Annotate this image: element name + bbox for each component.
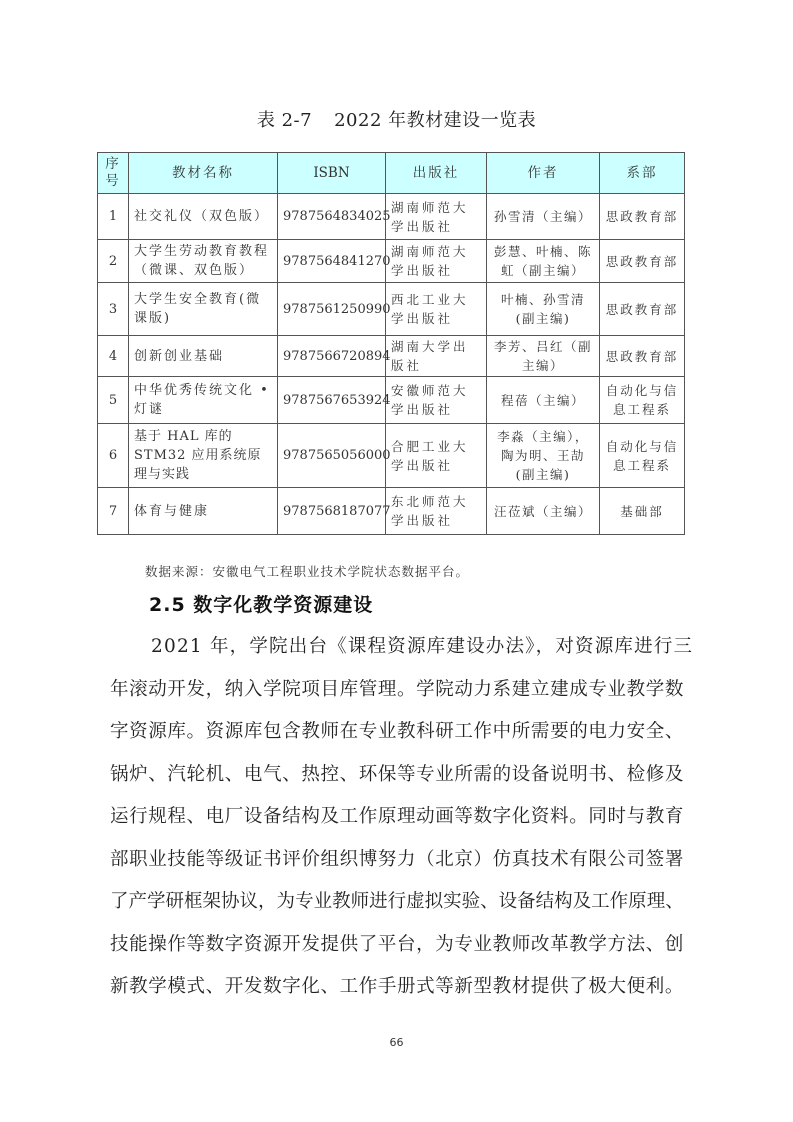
cell-publisher: 湖南大学出版社 (386, 336, 487, 377)
table-row (98, 283, 685, 336)
cell-department: 思政教育部 (600, 240, 685, 283)
table-caption-number: 表 2-7 (256, 110, 313, 131)
cell-seq: 4 (98, 336, 129, 377)
paragraph-line: 锅炉、汽轮机、电气、热控、环保等专业所需的设备说明书、检修及 (110, 763, 685, 785)
cell-department: 自动化与信息工程系 (600, 377, 685, 424)
table-row (98, 240, 685, 283)
paragraph-line: 了产学研框架协议，为专业教师进行虚拟实验、设备结构及工作原理、 (110, 891, 684, 912)
paragraph-line: 2021 年，学院出台《课程资源库建设办法》，对资源库进行三 (151, 636, 694, 657)
cell-name: 基于 HAL 库的 STM32 应用系统原理与实践 (129, 424, 278, 488)
table-header-row (98, 153, 685, 194)
cell-isbn: 9787564834025 (278, 194, 386, 240)
cell-department: 思政教育部 (600, 283, 685, 336)
textbook-table (97, 152, 685, 535)
cell-name: 体育与健康 (129, 488, 278, 535)
table-row (98, 194, 685, 240)
cell-seq: 1 (98, 194, 129, 240)
section-heading: 2.5 数字化教学资源建设 (149, 594, 374, 616)
cell-publisher: 西北工业大学出版社 (386, 283, 487, 336)
cell-author: 李淼（主编），陶为明、王劼(副主编) (487, 424, 600, 488)
table-row (98, 424, 685, 488)
paragraph-line: 新教学模式、开发数字化、工作手册式等新型教材提供了极大便利。 (110, 976, 685, 997)
table-caption (0, 106, 793, 132)
table-row (98, 377, 685, 424)
paragraph-line: 年滚动开发，纳入学院项目库管理。学院动力系建立建成专业教学数 (110, 678, 685, 700)
cell-isbn: 9787566720894 (278, 336, 386, 377)
cell-department: 基础部 (600, 488, 685, 535)
paragraph-line: 字资源库。资源库包含教师在专业教科研工作中所需要的电力安全、 (110, 721, 685, 742)
cell-department: 自动化与信息工程系 (600, 424, 685, 488)
header-publisher: 出版社 (386, 153, 487, 194)
table-caption-title: 2022 年教材建设一览表 (334, 110, 537, 131)
cell-author: 叶楠、孙雪清(副主编) (487, 283, 600, 336)
header-seq-line1: 序 (105, 156, 121, 172)
cell-author: 程蓓（主编） (487, 377, 600, 424)
cell-name: 创新创业基础 (129, 336, 278, 377)
cell-department: 思政教育部 (600, 194, 685, 240)
header-author: 作者 (487, 153, 600, 194)
header-seq (98, 153, 129, 194)
cell-author: 李芳、吕红（副主编） (487, 336, 600, 377)
cell-seq: 5 (98, 377, 129, 424)
cell-seq: 2 (98, 240, 129, 283)
data-source-note: 数据来源：安徽电气工程职业技术学院状态数据平台。 (145, 564, 470, 579)
cell-author: 汪莅斌（主编） (487, 488, 600, 535)
header-department: 系部 (600, 153, 685, 194)
cell-seq: 3 (98, 283, 129, 336)
cell-isbn: 9787568187077 (278, 488, 386, 535)
cell-author: 孙雪清（主编） (487, 194, 600, 240)
cell-publisher: 安徽师范大学出版社 (386, 377, 487, 424)
header-name: 教材名称 (129, 153, 278, 194)
cell-isbn: 9787565056000 (278, 424, 386, 488)
cell-isbn: 9787561250990 (278, 283, 386, 336)
cell-name: 中华优秀传统文化 •灯谜 (129, 377, 278, 424)
cell-department: 思政教育部 (600, 336, 685, 377)
table-row (98, 488, 685, 535)
cell-name: 社交礼仪（双色版） (129, 194, 278, 240)
cell-publisher: 湖南师范大学出版社 (386, 240, 487, 283)
page-number: 66 (389, 1036, 404, 1049)
cell-publisher: 东北师范大学出版社 (386, 488, 487, 535)
cell-publisher: 湖南师范大学出版社 (386, 194, 487, 240)
table-row (98, 336, 685, 377)
cell-name: 大学生劳动教育教程（微课、双色版） (129, 240, 278, 283)
cell-name: 大学生安全教育(微课版) (129, 283, 278, 336)
cell-isbn: 9787567653924 (278, 377, 386, 424)
paragraph-line: 技能操作等数字资源开发提供了平台，为专业教师改革教学方法、创 (110, 933, 685, 955)
paragraph-line: 运行规程、电厂设备结构及工作原理动画等数字化资料。同时与教育 (110, 806, 685, 827)
cell-publisher: 合肥工业大学出版社 (386, 424, 487, 488)
cell-seq: 6 (98, 424, 129, 488)
cell-author: 彭慧、叶楠、陈虹（副主编） (487, 240, 600, 283)
header-isbn: ISBN (278, 153, 386, 194)
body-paragraph (110, 626, 694, 1009)
cell-seq: 7 (98, 488, 129, 535)
header-seq-line2: 号 (105, 173, 121, 189)
paragraph-line: 部职业技能等级证书评价组织博努力（北京）仿真技术有限公司签署 (110, 848, 685, 870)
cell-isbn: 9787564841270 (278, 240, 386, 283)
